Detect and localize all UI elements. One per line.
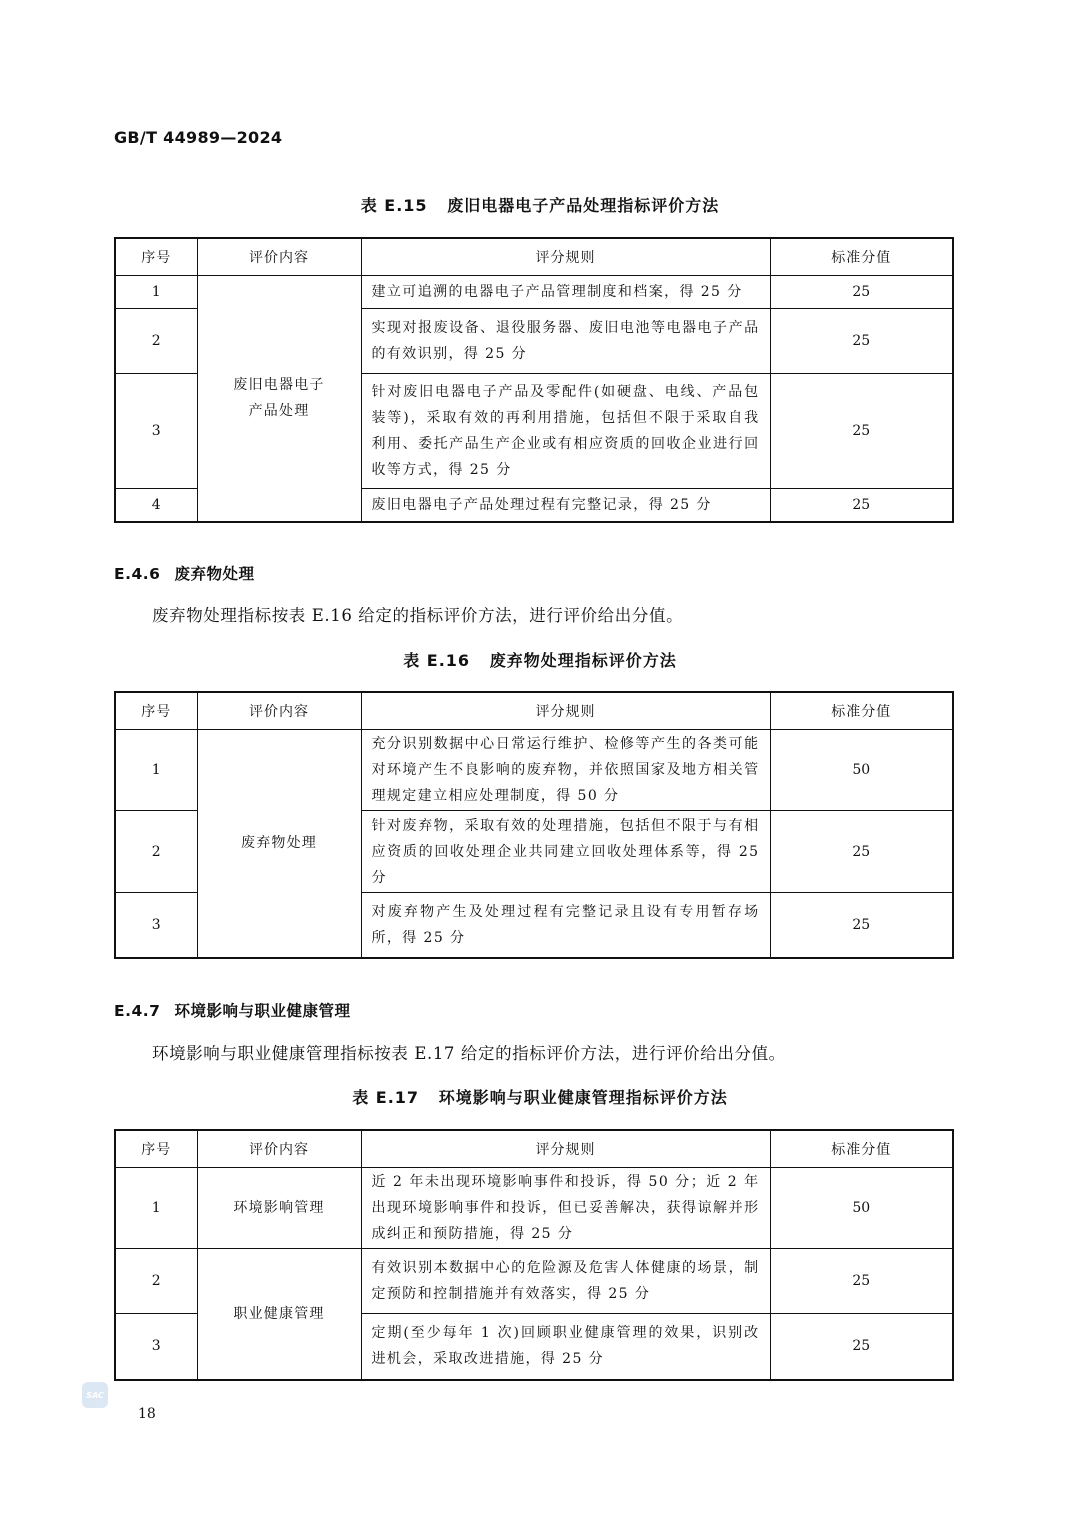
row-score: 25 [770,309,953,374]
row-score: 25 [770,374,953,489]
table-e17 [114,1129,954,1381]
row-rule: 针对废弃物，采取有效的处理措施，包括但不限于与有相应资质的回收处理企业共同建立回收处理体系等，得 25 分 [361,811,770,893]
row-no: 3 [115,893,197,958]
section-title: 环境影响与职业健康管理 [174,1002,351,1020]
header-score: 标准分值 [770,238,953,276]
header-no: 序号 [115,1130,197,1168]
section-heading-e47 [114,999,350,1021]
row-no: 2 [115,309,197,374]
row-score: 25 [770,893,953,958]
row-no: 2 [115,811,197,893]
row-rule: 有效识别本数据中心的危险源及危害人体健康的场景，制定预防和控制措施并有效落实，得 25 分 [361,1249,770,1314]
header-content: 评价内容 [197,238,361,276]
table-header-row [115,692,953,730]
caption-title: 废弃物处理指标评价方法 [489,651,677,670]
row-rule: 定期(至少每年 1 次)回顾职业健康管理的效果，识别改进机会，采取改进措施，得 25 分 [361,1314,770,1380]
header-rule: 评分规则 [361,238,770,276]
row-no: 3 [115,1314,197,1380]
section-title: 废弃物处理 [174,565,255,583]
section-paragraph: 废弃物处理指标按表 E.16 给定的指标评价方法，进行评价给出分值。 [152,606,684,625]
row-score: 25 [770,1314,953,1380]
row-score: 25 [770,489,953,522]
caption-number: 表 E.16 [403,651,471,670]
table-row [115,1249,953,1314]
header-no: 序号 [115,238,197,276]
row-rule: 实现对报废设备、退役服务器、废旧电池等电器电子产品的有效识别，得 25 分 [361,309,770,374]
header-score: 标准分值 [770,692,953,730]
table-row [115,1168,953,1249]
row-rule: 对废弃物产生及处理过程有完整记录且设有专用暂存场所，得 25 分 [361,893,770,958]
header-content: 评价内容 [197,692,361,730]
row-content: 废弃物处理 [197,730,361,958]
table-header-row [115,1130,953,1168]
row-no: 4 [115,489,197,522]
logo-text: SAC [86,1390,104,1400]
row-score: 50 [770,730,953,811]
header-rule: 评分规则 [361,692,770,730]
table-e16 [114,691,954,959]
standard-code: GB/T 44989—2024 [114,128,283,147]
table-row [115,730,953,811]
table-e15-caption [0,193,1080,216]
row-score: 25 [770,811,953,893]
row-no: 3 [115,374,197,489]
row-rule: 充分识别数据中心日常运行维护、检修等产生的各类可能对环境产生不良影响的废弃物，并依照国家及地方相关管理规定建立相应处理制度，得 50 分 [361,730,770,811]
table-e15 [114,237,954,523]
table-header-row [115,238,953,276]
row-content: 环境影响管理 [197,1168,361,1249]
header-rule: 评分规则 [361,1130,770,1168]
row-no: 1 [115,276,197,309]
row-score: 25 [770,1249,953,1314]
page-number: 18 [138,1406,156,1422]
section-paragraph: 环境影响与职业健康管理指标按表 E.17 给定的指标评价方法，进行评价给出分值。 [152,1044,786,1063]
row-content: 废旧电器电子产品处理 [197,276,361,522]
row-score: 50 [770,1168,953,1249]
row-score: 25 [770,276,953,309]
caption-number: 表 E.17 [352,1088,420,1107]
table-e16-caption [0,648,1080,671]
header-no: 序号 [115,692,197,730]
section-number: E.4.6 [114,565,161,583]
section-number: E.4.7 [114,1002,161,1020]
caption-title: 环境影响与职业健康管理指标评价方法 [438,1088,728,1107]
sac-logo [82,1382,108,1408]
row-no: 1 [115,1168,197,1249]
header-score: 标准分值 [770,1130,953,1168]
row-rule: 针对废旧电器电子产品及零配件(如硬盘、电线、产品包装等)，采取有效的再利用措施，包括但不限于采取自我利用、委托产品生产企业或有相应资质的回收企业进行回收等方式，得 25 分 [361,374,770,489]
table-row [115,276,953,309]
table-e17-caption [0,1085,1080,1108]
header-content: 评价内容 [197,1130,361,1168]
caption-title: 废旧电器电子产品处理指标评价方法 [447,196,720,215]
section-heading-e46 [114,562,254,584]
row-content: 职业健康管理 [197,1249,361,1380]
row-no: 1 [115,730,197,811]
row-rule: 建立可追溯的电器电子产品管理制度和档案，得 25 分 [361,276,770,309]
caption-number: 表 E.15 [360,196,428,215]
row-rule: 近 2 年未出现环境影响事件和投诉，得 50 分；近 2 年出现环境影响事件和投诉，但已妥善解决，获得谅解并形成纠正和预防措施，得 25 分 [361,1168,770,1249]
row-no: 2 [115,1249,197,1314]
row-rule: 废旧电器电子产品处理过程有完整记录，得 25 分 [361,489,770,522]
